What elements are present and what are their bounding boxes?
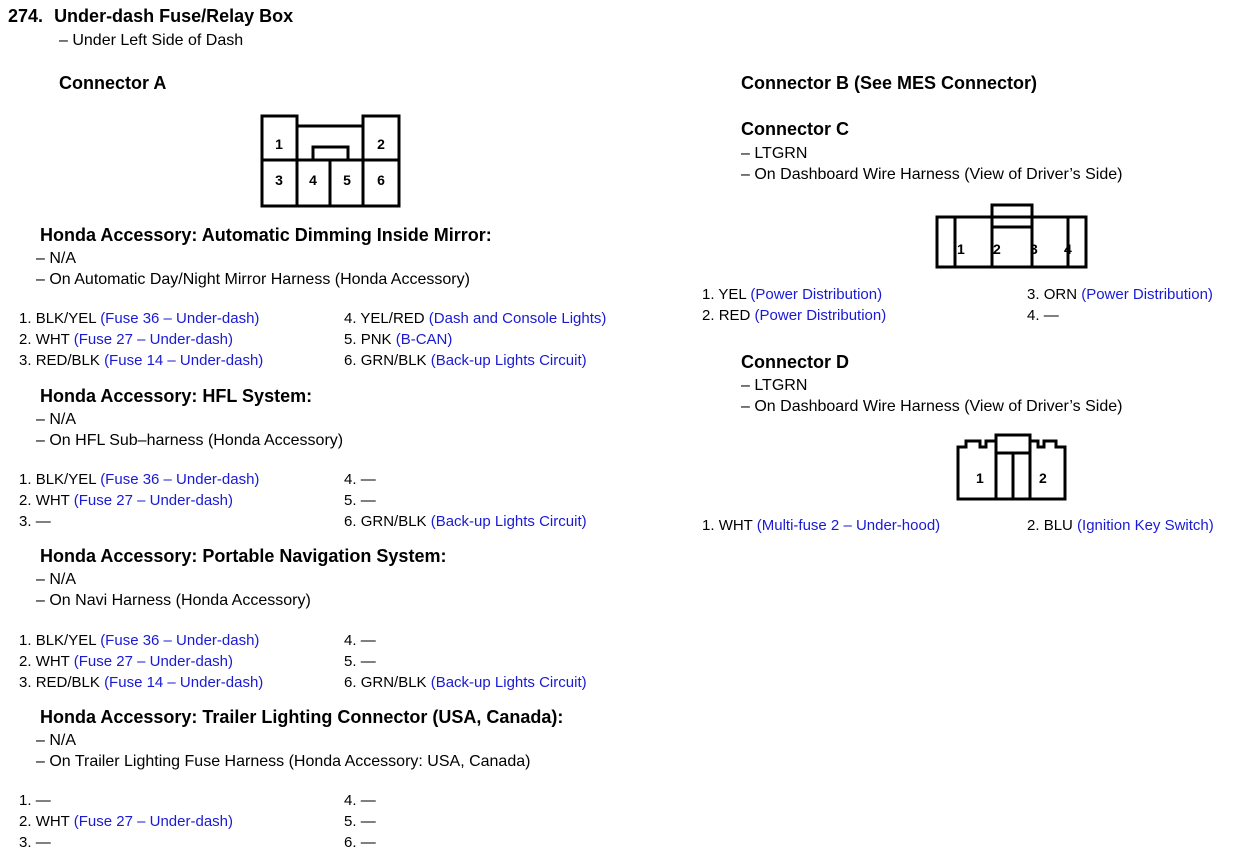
section-color: – N/A [36,250,77,267]
connector-c-pin-2: 2 [993,241,1001,257]
pin-row: 4. — [344,632,376,649]
pin-row: 4. — [344,471,376,488]
connector-b-title: Connector B (See MES Connector) [741,73,1038,93]
pin-row: 3. RED/BLK (Fuse 14 – Under-dash) [19,352,264,369]
pin-row: 5. — [344,492,376,509]
connector-a-pin-4: 4 [309,172,317,188]
pin-row: 6. — [344,834,376,851]
pin-destination-link[interactable]: (Back-up Lights Circuit) [430,674,587,691]
connector-d-color: – LTGRN [741,377,808,394]
pin-row: 1. BLK/YEL (Fuse 36 – Under-dash) [19,632,260,649]
section-color: – N/A [36,411,77,428]
pin-destination-link[interactable]: (Ignition Key Switch) [1077,517,1214,534]
connector-c-location: – On Dashboard Wire Harness (View of Driver’s Side) [741,166,1123,183]
section-color: – N/A [36,571,77,588]
pin-destination-link[interactable]: (Fuse 36 – Under-dash) [100,632,260,649]
connector-c-pin-1: 1 [957,241,965,257]
connector-a-pin-5: 5 [343,172,351,188]
pin-row: 5. — [344,813,376,830]
connector-c-title: Connector C [741,119,849,139]
pin-row: 2. WHT (Fuse 27 – Under-dash) [19,331,233,348]
connector-d-title: Connector D [741,352,849,372]
pin-row: 1. BLK/YEL (Fuse 36 – Under-dash) [19,471,260,488]
pin-row: 2. BLU (Ignition Key Switch) [1027,517,1214,534]
section-color: – N/A [36,732,77,749]
pin-row: 2. WHT (Fuse 27 – Under-dash) [19,653,233,670]
pin-destination-link[interactable]: (Back-up Lights Circuit) [430,352,587,369]
pin-destination-link[interactable]: (Power Distribution) [754,307,887,324]
pin-destination-link[interactable]: (B-CAN) [395,331,453,348]
pin-destination-link[interactable]: (Power Distribution) [750,286,883,303]
pin-row: 2. RED (Power Distribution) [702,307,887,324]
pin-destination-link[interactable]: (Fuse 14 – Under-dash) [104,674,264,691]
section-location: – On Automatic Day/Night Mirror Harness (Honda Accessory) [36,271,470,288]
connector-d-pin-2: 2 [1039,470,1047,486]
pin-destination-link[interactable]: (Power Distribution) [1081,286,1213,303]
section-location: – On HFL Sub–harness (Honda Accessory) [36,432,344,449]
section-location: – On Navi Harness (Honda Accessory) [36,592,311,609]
connector-a-diagram [260,113,400,209]
pin-row: 5. PNK (B-CAN) [344,331,453,348]
section-heading: Honda Accessory: Portable Navigation System: [40,546,447,566]
pin-row: 6. GRN/BLK (Back-up Lights Circuit) [344,513,587,530]
connector-c-color: – LTGRN [741,145,808,162]
pin-destination-link[interactable]: (Fuse 27 – Under-dash) [73,492,233,509]
pin-row: 3. RED/BLK (Fuse 14 – Under-dash) [19,674,264,691]
pin-row: 2. WHT (Fuse 27 – Under-dash) [19,492,233,509]
section-heading: Honda Accessory: HFL System: [40,386,313,406]
pin-row: 1. WHT (Multi-fuse 2 – Under-hood) [702,517,941,534]
pin-row: 3. ORN (Power Distribution) [1027,286,1213,303]
section-location: – On Trailer Lighting Fuse Harness (Honda Accessory: USA, Canada) [36,753,531,770]
pin-row: 3. — [19,834,51,851]
title-text: Under-dash Fuse/Relay Box [54,6,294,26]
section-heading: Honda Accessory: Trailer Lighting Connector (USA, Canada): [40,707,564,727]
connector-d-location: – On Dashboard Wire Harness (View of Driver’s Side) [741,398,1123,415]
pin-row: 3. — [19,513,51,530]
pin-destination-link[interactable]: (Dash and Console Lights) [428,310,607,327]
section-heading: Honda Accessory: Automatic Dimming Inside Mirror: [40,225,492,245]
connector-a-pin-2: 2 [377,136,385,152]
pin-destination-link[interactable]: (Fuse 27 – Under-dash) [73,653,233,670]
pin-destination-link[interactable]: (Back-up Lights Circuit) [430,513,587,530]
connector-a-pin-6: 6 [377,172,385,188]
location-line: – Under Left Side of Dash [59,32,244,49]
title-number: 274. [8,6,44,26]
pin-destination-link[interactable]: (Multi-fuse 2 – Under-hood) [756,517,941,534]
pin-destination-link[interactable]: (Fuse 36 – Under-dash) [100,471,260,488]
pin-destination-link[interactable]: (Fuse 36 – Under-dash) [100,310,260,327]
connector-a-pin-3: 3 [275,172,283,188]
pin-destination-link[interactable]: (Fuse 14 – Under-dash) [104,352,264,369]
connector-d-diagram [956,433,1068,501]
pin-row: 5. — [344,653,376,670]
pin-row: 4. — [1027,307,1059,324]
connector-d-pin-1: 1 [976,470,984,486]
pin-row: 6. GRN/BLK (Back-up Lights Circuit) [344,352,587,369]
pin-row: 6. GRN/BLK (Back-up Lights Circuit) [344,674,587,691]
pin-row: 4. YEL/RED (Dash and Console Lights) [344,310,607,327]
pin-row: 2. WHT (Fuse 27 – Under-dash) [19,813,233,830]
connector-a-title: Connector A [59,73,167,93]
pin-row: 1. BLK/YEL (Fuse 36 – Under-dash) [19,310,260,327]
page-title [8,6,293,27]
pin-destination-link[interactable]: (Fuse 27 – Under-dash) [73,813,233,830]
connector-c-diagram [935,203,1089,269]
connector-a-pin-1: 1 [275,136,283,152]
connector-c-pin-3: 3 [1030,241,1038,257]
pin-row: 1. — [19,792,51,809]
pin-destination-link[interactable]: (Fuse 27 – Under-dash) [73,331,233,348]
pin-row: 1. YEL (Power Distribution) [702,286,883,303]
pin-row: 4. — [344,792,376,809]
connector-c-pin-4: 4 [1064,241,1072,257]
